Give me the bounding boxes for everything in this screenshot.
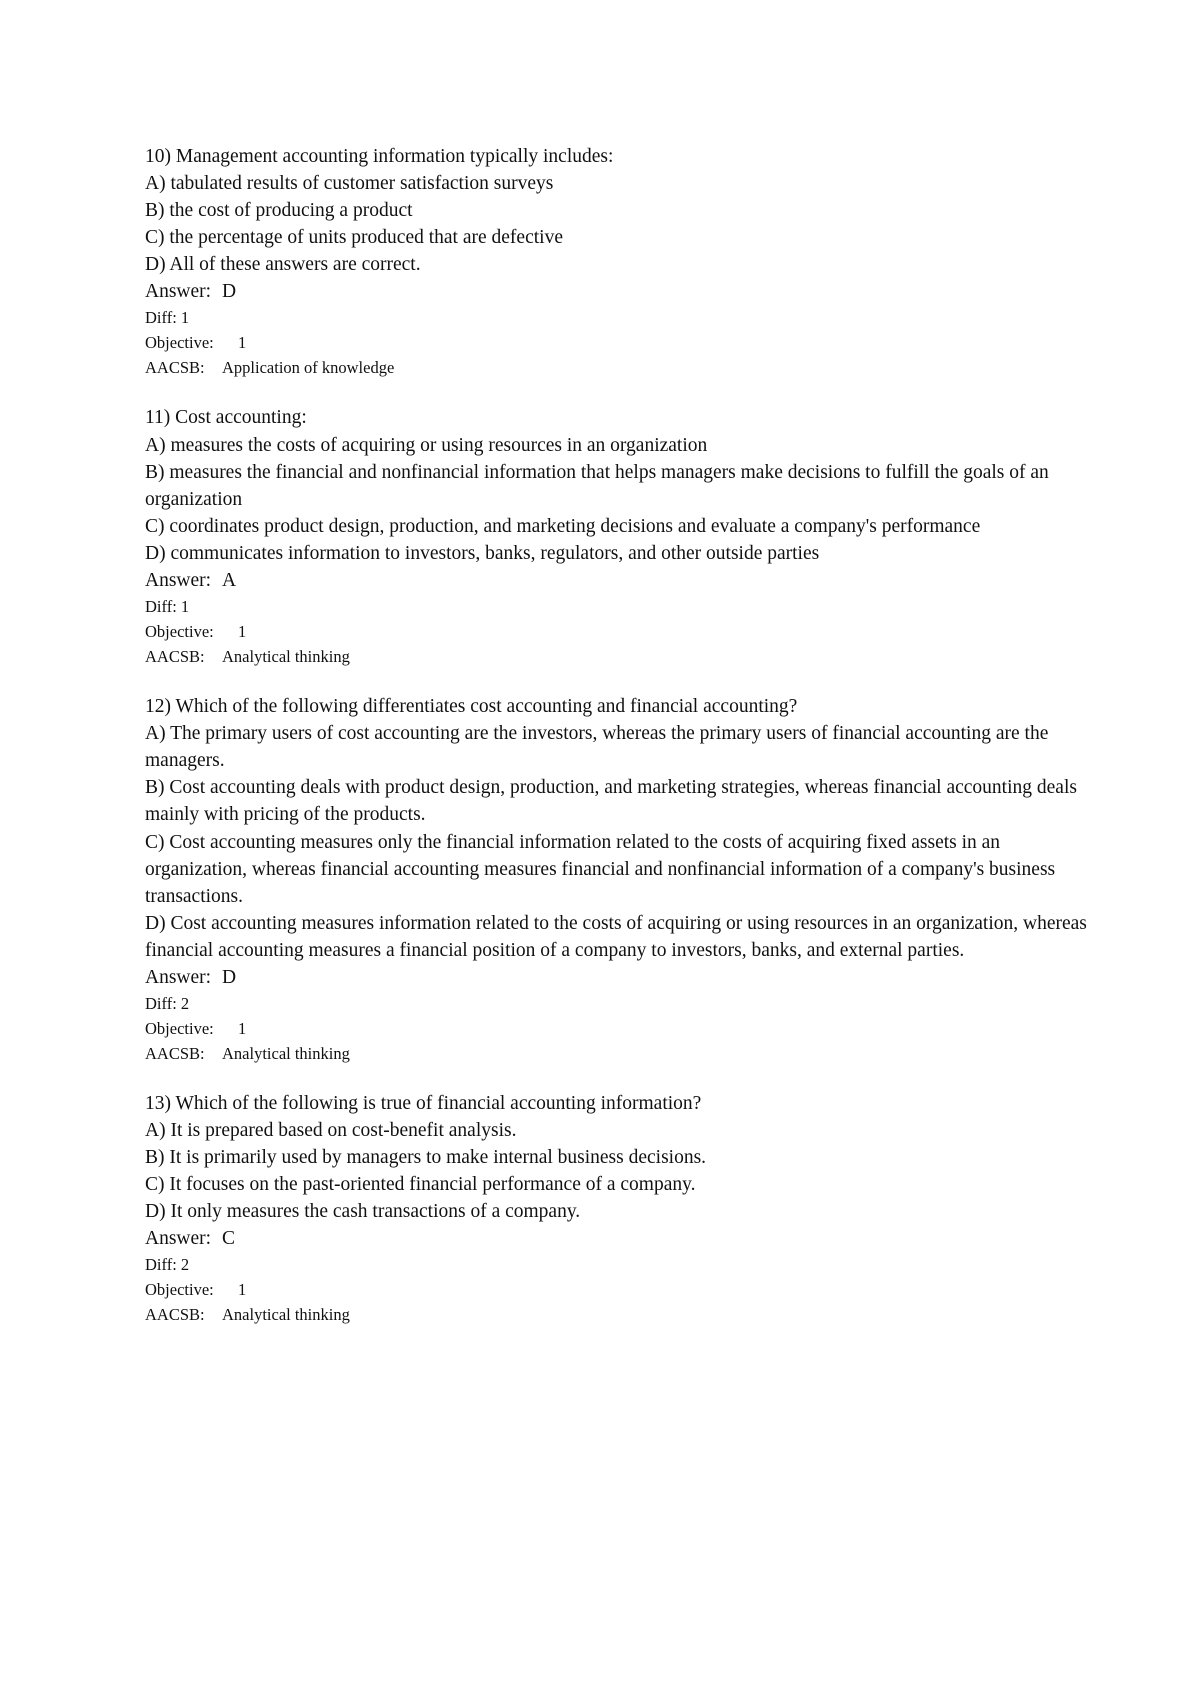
answer-label: Answer: — [145, 966, 212, 988]
objective-value: 1 — [238, 1018, 247, 1038]
option-c: C) the percentage of units produced that are defective — [145, 227, 563, 249]
option-d: D) It only measures the cash transactions of a company. — [145, 1201, 581, 1223]
objective-row — [145, 1277, 1095, 1302]
answer-row — [145, 278, 1095, 305]
option-d: D) Cost accounting measures information related to the costs of acquiring or using resources in an organization, whereas financial accounting measures a financial position of a company to investors, banks, and external parties. — [145, 912, 1087, 961]
aacsb-value: Analytical thinking — [222, 1043, 350, 1063]
objective-value: 1 — [238, 622, 247, 642]
answer-value: D — [222, 966, 237, 988]
answer-value: D — [222, 281, 237, 303]
answer-label: Answer: — [145, 570, 212, 592]
aacsb-value: Analytical thinking — [222, 1305, 350, 1325]
option-b: B) Cost accounting deals with product design, production, and marketing strategies, whereas financial accounting deals mainly with pricing of the products. — [145, 777, 1077, 826]
answer-row — [145, 567, 1095, 594]
question-10 — [145, 143, 1095, 380]
objective-label: Objective: — [145, 1018, 214, 1038]
difficulty: Diff: 1 — [145, 308, 190, 328]
question-12 — [145, 693, 1095, 1066]
question-list — [145, 143, 1095, 1351]
objective-label: Objective: — [145, 333, 214, 353]
option-c: C) It focuses on the past-oriented financial performance of a company. — [145, 1174, 696, 1196]
objective-value: 1 — [238, 1280, 247, 1300]
answer-label: Answer: — [145, 281, 212, 303]
question-11 — [145, 404, 1095, 669]
difficulty: Diff: 2 — [145, 1255, 190, 1275]
aacsb-value: Application of knowledge — [222, 358, 395, 378]
aacsb-label: AACSB: — [145, 1305, 205, 1325]
answer-value: A — [222, 570, 237, 592]
option-a: A) tabulated results of customer satisfaction surveys — [145, 173, 554, 195]
option-b: B) measures the financial and nonfinancial information that helps managers make decisions to fulfill the goals of an organization — [145, 461, 1049, 510]
option-c: C) coordinates product design, production, and marketing decisions and evaluate a company's performance — [145, 515, 981, 537]
question-stem: 13) Which of the following is true of financial accounting information? — [145, 1092, 702, 1114]
question-stem: 12) Which of the following differentiates cost accounting and financial accounting? — [145, 696, 798, 718]
aacsb-row — [145, 1041, 1095, 1066]
answer-value: C — [222, 1228, 236, 1250]
objective-label: Objective: — [145, 1280, 214, 1300]
answer-label: Answer: — [145, 1228, 212, 1250]
difficulty: Diff: 1 — [145, 597, 190, 617]
aacsb-row — [145, 355, 1095, 380]
difficulty: Diff: 2 — [145, 993, 190, 1013]
option-d: D) All of these answers are correct. — [145, 254, 421, 276]
option-a: A) It is prepared based on cost-benefit analysis. — [145, 1120, 517, 1142]
question-13 — [145, 1090, 1095, 1327]
objective-label: Objective: — [145, 622, 214, 642]
question-stem: 11) Cost accounting: — [145, 407, 307, 429]
aacsb-label: AACSB: — [145, 358, 205, 378]
option-d: D) communicates information to investors, banks, regulators, and other outside parties — [145, 542, 820, 564]
aacsb-label: AACSB: — [145, 1043, 205, 1063]
option-b: B) It is primarily used by managers to make internal business decisions. — [145, 1147, 707, 1169]
objective-row — [145, 619, 1095, 644]
objective-row — [145, 330, 1095, 355]
question-stem: 10) Management accounting information typically includes: — [145, 146, 614, 167]
aacsb-label: AACSB: — [145, 647, 205, 667]
answer-row — [145, 964, 1095, 991]
objective-row — [145, 1016, 1095, 1041]
objective-value: 1 — [238, 333, 247, 353]
aacsb-row — [145, 1302, 1095, 1327]
aacsb-value: Analytical thinking — [222, 647, 350, 667]
option-c: C) Cost accounting measures only the financial information related to the costs of acquiring fixed assets in an organization, whereas financial accounting measures financial and nonfinancial information of a company's business transactions. — [145, 831, 1056, 907]
answer-row — [145, 1225, 1095, 1252]
aacsb-row — [145, 644, 1095, 669]
option-a: A) The primary users of cost accounting are the investors, whereas the primary users of financial accounting are the managers. — [145, 723, 1049, 772]
option-b: B) the cost of producing a product — [145, 200, 413, 222]
option-a: A) measures the costs of acquiring or using resources in an organization — [145, 434, 708, 456]
